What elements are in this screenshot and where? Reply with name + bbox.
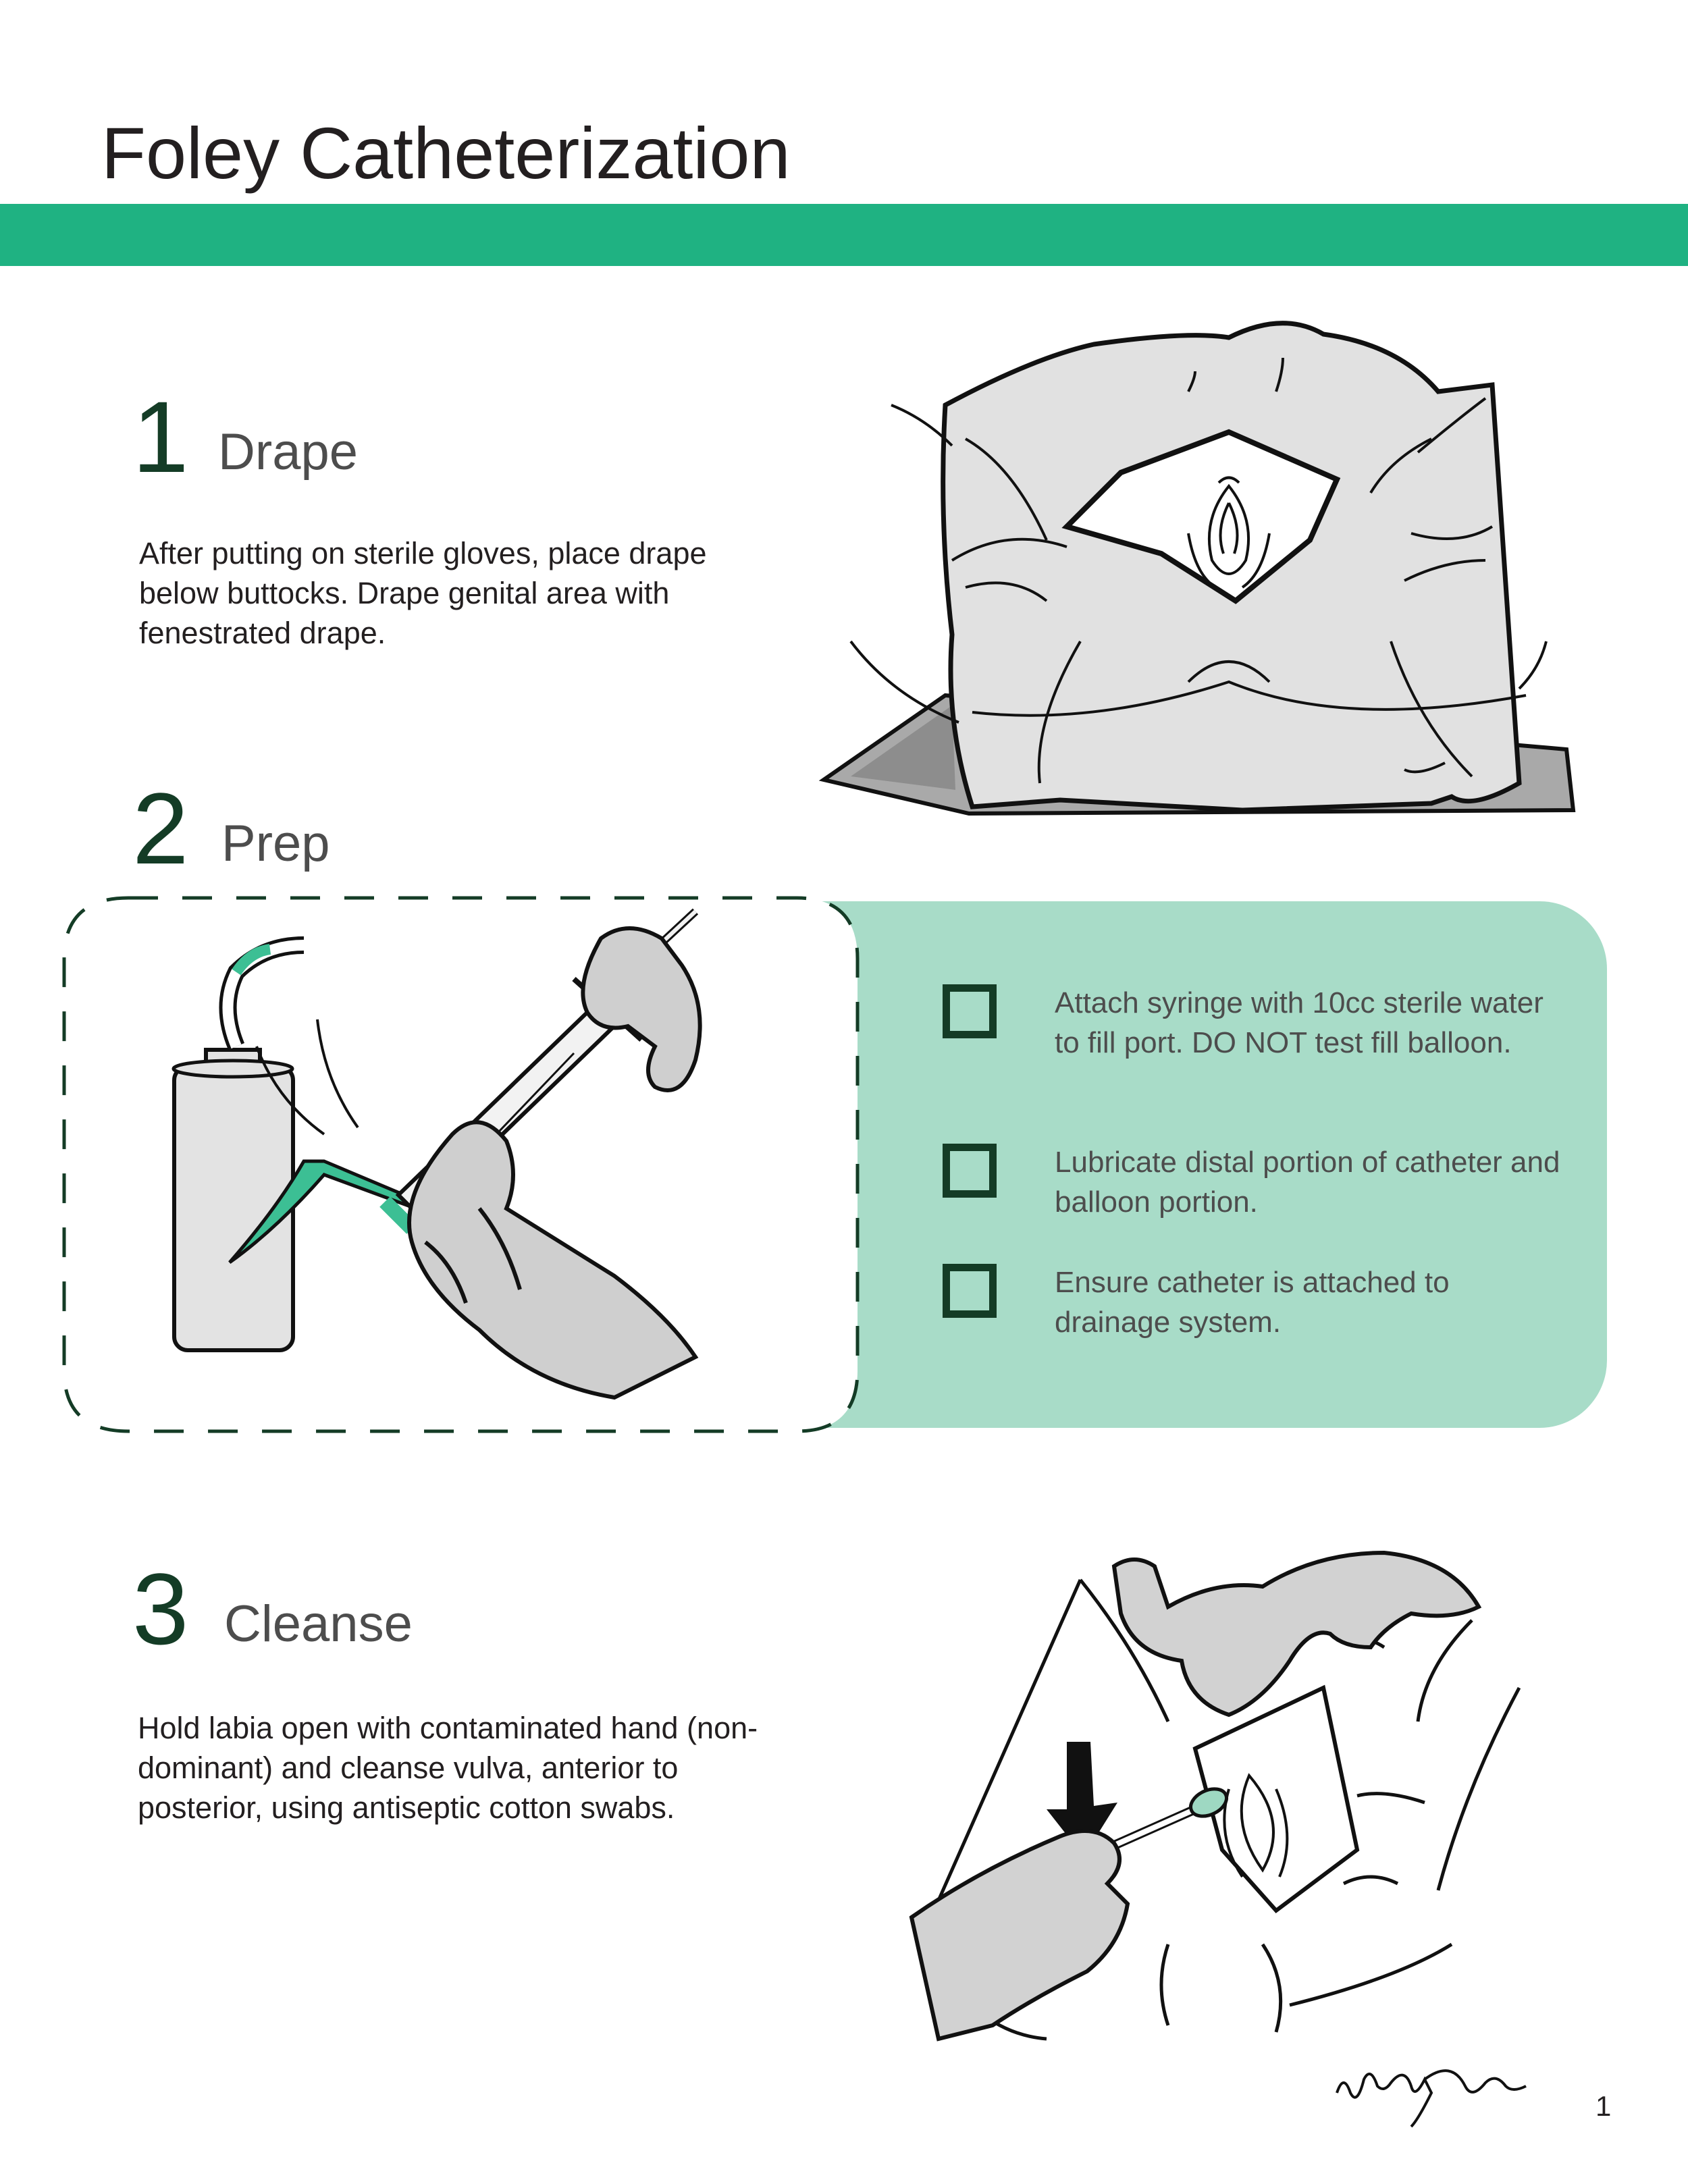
step-2-number: 2: [132, 772, 189, 885]
step-3-number: 3: [132, 1552, 189, 1666]
step-1-text: After putting on sterile gloves, place drape below buttocks. Drape genital area with fenestrated drape.: [139, 536, 707, 650]
page-number: 1: [1595, 2090, 1612, 2122]
step-3-text: Hold labia open with contaminated hand (non-dominant) and cleanse vulva, anterior to posterior, using antiseptic cotton swabs.: [138, 1711, 758, 1825]
step-2-name: Prep: [221, 815, 330, 872]
page-title: Foley Catheterization: [101, 112, 791, 194]
cleanse-illustration: [912, 1566, 1560, 2052]
lubricant-bottle: [174, 1050, 293, 1350]
drape-illustration: [810, 317, 1587, 830]
lubricated-catheter-tip: [228, 945, 305, 1046]
gloved-hands: [409, 928, 700, 1397]
step-1-name: Drape: [218, 423, 358, 481]
checkbox-2[interactable]: [943, 1144, 997, 1198]
step-3-name: Cleanse: [224, 1595, 413, 1653]
title-band: [0, 204, 1688, 266]
checklist-label-2: Lubricate distal portion of catheter and balloon portion.: [1055, 1146, 1560, 1219]
artist-signature: [1330, 2046, 1533, 2133]
prep-illustration: [101, 925, 729, 1424]
checkbox-1[interactable]: [943, 984, 997, 1038]
checkbox-3[interactable]: [943, 1264, 997, 1318]
checklist-label-1: Attach syringe with 10cc sterile water to fill port. DO NOT test fill balloon.: [1055, 986, 1544, 1059]
checklist-label-3: Ensure catheter is attached to drainage system.: [1055, 1266, 1450, 1339]
gloved-hand-lower: [912, 1831, 1128, 2039]
step-1-number: 1: [132, 380, 189, 494]
